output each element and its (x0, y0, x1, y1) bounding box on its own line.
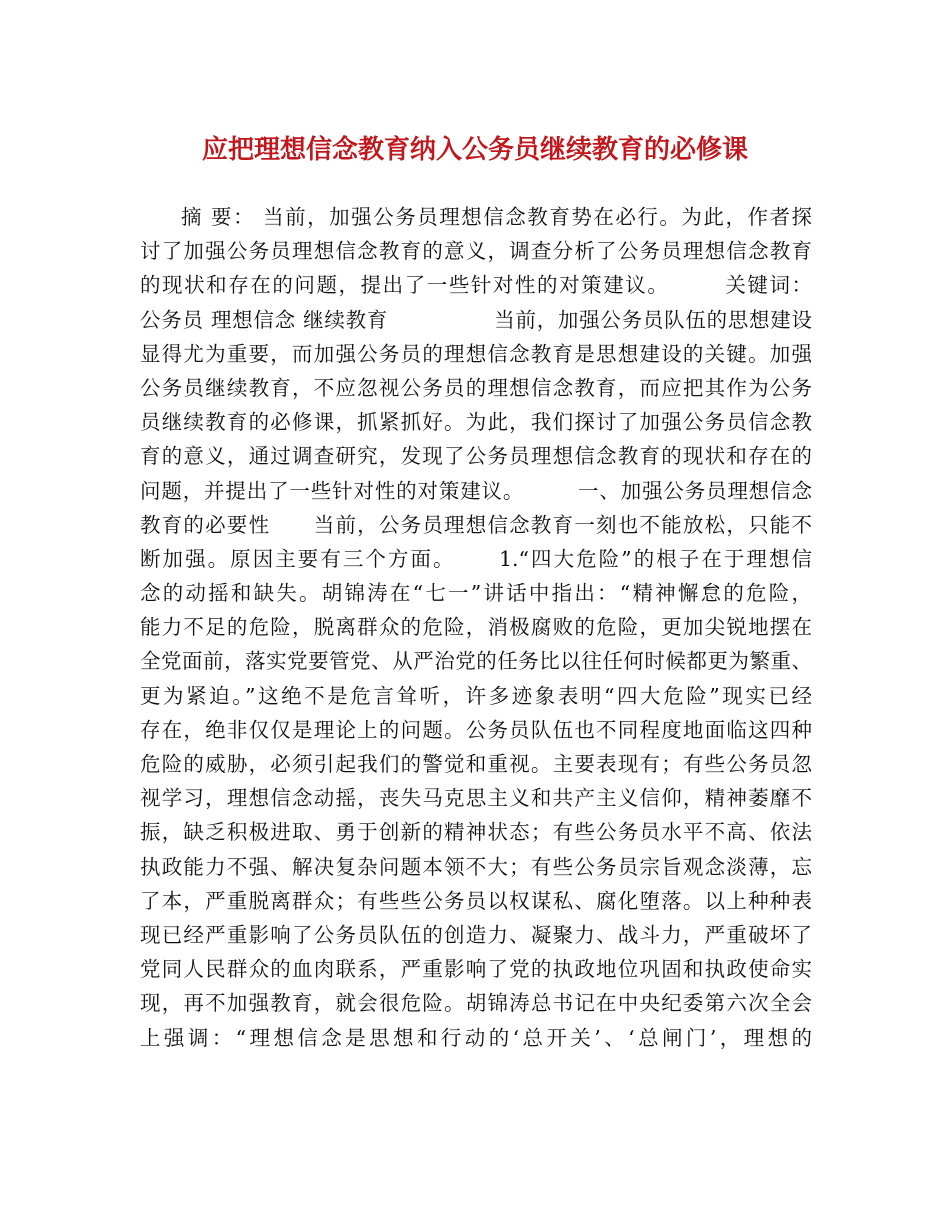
body-line: 问题，并提出了一些针对性的对策建议。 一、加强公务员理想信念 (140, 478, 812, 503)
body-line: 断加强。原因主要有三个方面。 1.“四大危险”的根子在于理想信 (140, 546, 812, 571)
body-line: 更为紧迫。”这绝不是危言耸听，许多迹象表明“四大危险”现实已经 (140, 683, 812, 708)
body-line: 念的动摇和缺失。胡锦涛在“七一”讲话中指出：“精神懈怠的危险， (140, 581, 812, 606)
body-line: 存在，绝非仅仅是理论上的问题。公务员队伍也不同程度地面临这四种 (140, 717, 812, 742)
body-line: 的现状和存在的问题，提出了一些针对性的对策建议。 关键词： (140, 273, 812, 298)
body-line: 了本，严重脱离群众；有些些公务员以权谋私、腐化堕落。以上种种表 (140, 888, 812, 913)
body-line: 教育的必要性 当前，公务员理想信念教育一刻也不能放松，只能不 (140, 512, 812, 537)
body-line: 摘 要： 当前，加强公务员理想信念教育势在必行。为此，作者探 (181, 205, 812, 229)
body-line: 育的意义，通过调查研究，发现了公务员理想信念教育的现状和存在的 (140, 444, 812, 469)
body-line: 党同人民群众的血肉联系，严重影响了党的执政地位巩固和执政使命实 (140, 957, 812, 982)
document-body (140, 200, 812, 1055)
body-line: 上强调：“理想信念是思想和行动的‘总开关’、‘总闸门’，理想的 (140, 1025, 812, 1050)
body-line: 员继续教育的必修课，抓紧抓好。为此，我们探讨了加强公务员信念教 (140, 410, 812, 435)
body-line: 现，再不加强教育，就会很危险。胡锦涛总书记在中央纪委第六次全会 (140, 991, 812, 1016)
document-title: 应把理想信念教育纳入公务员继续教育的必修课 (201, 135, 748, 165)
body-line: 能力不足的危险，脱离群众的危险，消极腐败的危险，更加尖锐地摆在 (140, 615, 812, 640)
body-line: 振，缺乏积极进取、勇于创新的精神状态；有些公务员水平不高、依法 (140, 820, 812, 845)
body-line: 危险的威胁，必须引起我们的警觉和重视。主要表现有；有些公务员忽 (140, 752, 812, 776)
body-line: 公务员继续教育，不应忽视公务员的理想信念教育，而应把其作为公务 (140, 375, 812, 400)
body-line: 显得尤为重要，而加强公务员的理想信念教育是思想建设的关键。加强 (140, 341, 812, 366)
body-line: 公务员 理想信念 继续教育 当前，加强公务员队伍的思想建设 (140, 307, 812, 332)
body-line: 执政能力不强、解决复杂问题本领不大；有些公务员宗旨观念淡薄，忘 (140, 854, 812, 879)
body-line: 视学习，理想信念动摇，丧失马克思主义和共产主义信仰，精神萎靡不 (140, 786, 812, 811)
body-line: 全党面前，落实党要管党、从严治党的任务比以往任何时候都更为繁重、 (140, 649, 812, 674)
body-line: 讨了加强公务员理想信念教育的意义，调查分析了公务员理想信念教育 (140, 239, 812, 264)
body-line: 现已经严重影响了公务员队伍的创造力、凝聚力、战斗力，严重破坏了 (140, 922, 812, 947)
